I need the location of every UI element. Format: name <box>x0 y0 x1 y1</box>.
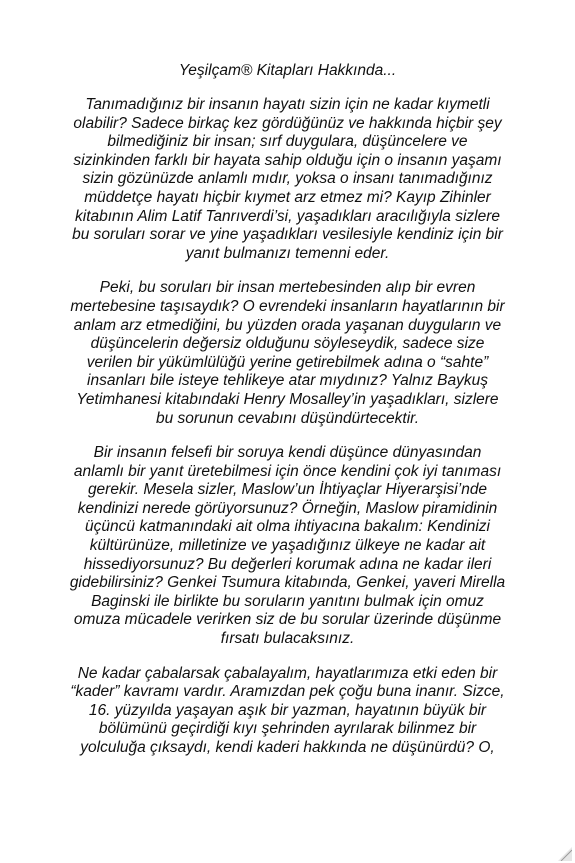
text-line: “kader” kavramı vardır. Aramızdan pek çoğu buna inanır. Sizce, <box>70 683 505 701</box>
text-line: sizinkinden farklı bir hayata sahip olduğu için o insanın yaşamı <box>73 151 502 169</box>
text-line: Ne kadar çabalarsak çabalayalım, hayatlarımıza etki eden bir <box>77 664 498 682</box>
text-line: bölümünü geçirdiği kıyı şehrinden ayrılarak bilinmez bir <box>98 720 477 738</box>
text-line: bu soruları sorar ve yine yaşadıkları vesilesiyle kendiniz için bir <box>72 226 503 244</box>
text-line: 16. yüzyılda yaşayan aşık bir yazman, hayatının büyük bir <box>88 701 487 719</box>
text-line: düşüncelerin değersiz olduğunu söyleseydik, sadece size <box>90 335 485 353</box>
text-line: kültürünüze, milletinize ve yaşadığınız ülkeye ne kadar ait <box>89 537 486 555</box>
paragraph <box>40 279 535 428</box>
text-line: üçüncü katmanındaki ait olma ihtiyacına bakalım: Kendinizi <box>85 518 490 536</box>
page-title: Yeşilçam® Kitapları Hakkında... <box>178 62 397 79</box>
text-line: verilen bir yükümlülüğü yerine getirebilmek adına o “sahte” <box>86 353 489 371</box>
text-line: gerekir. Mesela sizler, Maslow’un İhtiyaçlar Hiyerarşisi’nde <box>87 481 488 499</box>
text-line: olabilir? Sadece birkaç kez gördüğünüz ve hakkında hiçbir şey <box>73 114 502 132</box>
text-line: anlamlı bir yanıt üretebilmesi için önce kendini çok iyi tanıması <box>73 462 502 480</box>
text-line: Bir insanın felsefi bir soruya kendi düşünce dünyasından <box>93 444 482 462</box>
text-line: kitabının Alim Latif Tanrıverdi’si, yaşadıkları aracılığıyla sizlere <box>75 207 500 225</box>
paragraph <box>40 444 535 649</box>
text-line: insanları bile isteye tehlikeye atar mıydınız? Yalnız Baykuş <box>87 372 488 390</box>
text-line: bu sorunun cevabını düşündürtecektir. <box>155 409 420 427</box>
text-line: Tanımadığınız bir insanın hayatı sizin için ne kadar kıymetli <box>85 96 490 113</box>
text-line: yanıt bulmanızı temenni eder. <box>185 244 390 262</box>
text-line: omuza mücadele verirken siz de bu sorular üzerinde düşünme <box>73 611 502 629</box>
paragraph <box>40 665 535 758</box>
text-line: kendinizi nerede görüyorsunuz? Örneğin, Maslow piramidinin <box>77 499 498 517</box>
text-line: müddetçe hayatı hiçbir kıymet arz etmez mi? Kayıp Zihinler <box>84 188 491 206</box>
book-page <box>40 62 535 774</box>
text-line: hissediyorsunuz? Bu değerleri korumak adına ne kadar ileri <box>83 555 492 573</box>
text-line: anlam arz etmediğini, bu yüzden orada yaşanan duyguların ve <box>73 316 502 334</box>
text-line: yolculuğa çıksaydı, kendi kaderi hakkında ne düşünürdü? O, <box>80 739 495 756</box>
text-line: sizin gözünüzde anlamlı mıdır, yoksa o insanı tanımadığınız <box>82 170 493 188</box>
text-line: Yetimhanesi kitabındaki Henry Mosalley’in yaşadıkları, sizlere <box>76 390 499 408</box>
text-line: mertebesine taşısaydık? O evrendeki insanların hayatlarının bir <box>70 297 505 315</box>
paragraph <box>40 96 535 263</box>
text-line: fırsatı bulacaksınız. <box>220 630 355 648</box>
page-curl-icon[interactable] <box>558 847 572 861</box>
paragraph-container <box>40 96 535 758</box>
text-line: bilmediğiniz bir insan; sırf duygulara, düşüncelere ve <box>107 133 468 151</box>
text-line: Baginski ile birlikte bu soruların yanıtını bulmak için omuz <box>91 592 484 610</box>
text-line: gidebilirsiniz? Genkei Tsumura kitabında, Genkei, yaveri Mirella <box>69 574 506 592</box>
text-line: Peki, bu soruları bir insan mertebesinden alıp bir evren <box>99 279 476 297</box>
